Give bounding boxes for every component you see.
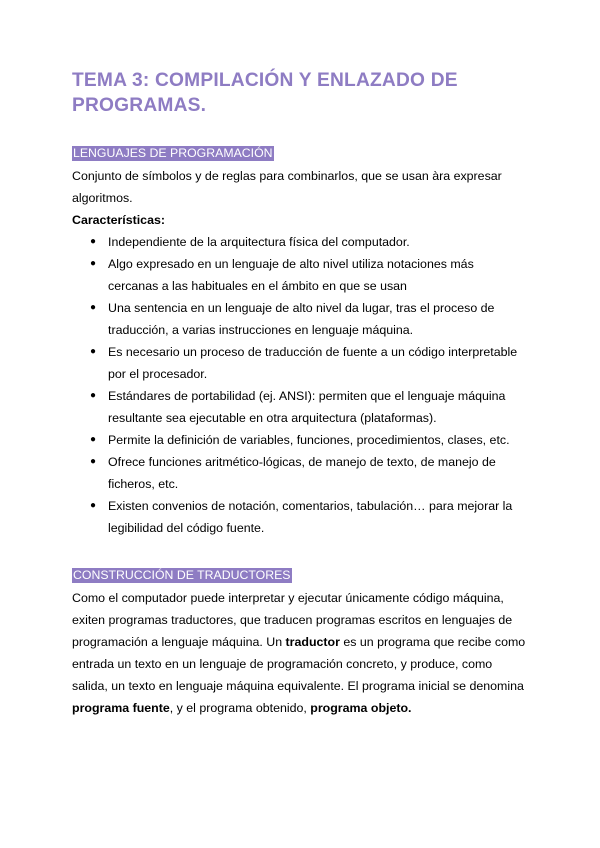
- list-item-text: Algo expresado en un lenguaje de alto nivel utiliza notaciones más cercanas a las habituales en el ámbito en que se usan: [108, 257, 474, 293]
- list-item: [90, 495, 528, 539]
- section-heading-traductores: CONSTRUCCIÓN DE TRADUCTORES: [73, 568, 291, 582]
- features-label: Características:: [72, 213, 165, 227]
- bullet-icon: ●: [90, 346, 97, 357]
- list-item: [90, 451, 528, 495]
- paragraph-text: es un programa que recibe como entrada un texto en un lenguaje de programación concreto, y produce, como salida, un texto en lenguaje máquina equivalente. El programa inicial se denomina: [72, 635, 526, 693]
- list-item-text: Una sentencia en un lenguaje de alto nivel da lugar, tras el proceso de traducción, a varias instrucciones en lenguaje máquina.: [108, 301, 495, 337]
- document-page: [72, 68, 528, 719]
- section-lenguajes: [72, 144, 528, 539]
- term-traductor: traductor: [285, 635, 340, 649]
- section-heading-lenguajes: LENGUAJES DE PROGRAMACIÓN: [73, 146, 273, 160]
- intro-paragraph: Conjunto de símbolos y de reglas para combinarlos, que se usan àra expresar algoritmos.: [72, 169, 502, 205]
- list-item-text: Independiente de la arquitectura física del computador.: [108, 235, 410, 249]
- bullet-icon: ●: [90, 456, 97, 467]
- list-item: [90, 231, 528, 253]
- features-list: [72, 231, 528, 539]
- list-item: [90, 429, 528, 451]
- list-item-text: Permite la definición de variables, funciones, procedimientos, clases, etc.: [108, 433, 510, 447]
- document-title: TEMA 3: COMPILACIÓN Y ENLAZADO DE PROGRAMAS.: [72, 70, 458, 116]
- list-item: [90, 297, 528, 341]
- bullet-icon: ●: [90, 500, 97, 511]
- list-item-text: Existen convenios de notación, comentarios, tabulación… para mejorar la legibilidad del código fuente.: [108, 499, 513, 535]
- bullet-icon: ●: [90, 434, 97, 445]
- section-traductores: [72, 566, 528, 719]
- list-item-text: Estándares de portabilidad (ej. ANSI): permiten que el lenguaje máquina resultante sea ejecutable en otra arquitectura (plataformas).: [108, 389, 506, 425]
- paragraph-text: , y el programa obtenido,: [169, 701, 311, 715]
- list-item-text: Es necesario un proceso de traducción de fuente a un código interpretable por el procesador.: [108, 345, 518, 381]
- traductores-paragraph: [72, 587, 528, 719]
- bullet-icon: ●: [90, 236, 97, 247]
- bullet-icon: ●: [90, 302, 97, 313]
- list-item: [90, 385, 528, 429]
- list-item: [90, 341, 528, 385]
- list-item-text: Ofrece funciones aritmético-lógicas, de manejo de texto, de manejo de ficheros, etc.: [108, 455, 496, 491]
- bullet-icon: ●: [90, 390, 97, 401]
- paragraph-text: Como el computador puede interpretar y ejecutar únicamente código máquina, exiten programas traductores, que traducen programas escritos en lenguajes de programación a lenguaje máquina. Un: [72, 591, 513, 649]
- bullet-icon: ●: [90, 258, 97, 269]
- list-item: [90, 253, 528, 297]
- term-programa-fuente: programa fuente: [72, 701, 170, 715]
- term-programa-objeto: programa objeto.: [310, 701, 412, 715]
